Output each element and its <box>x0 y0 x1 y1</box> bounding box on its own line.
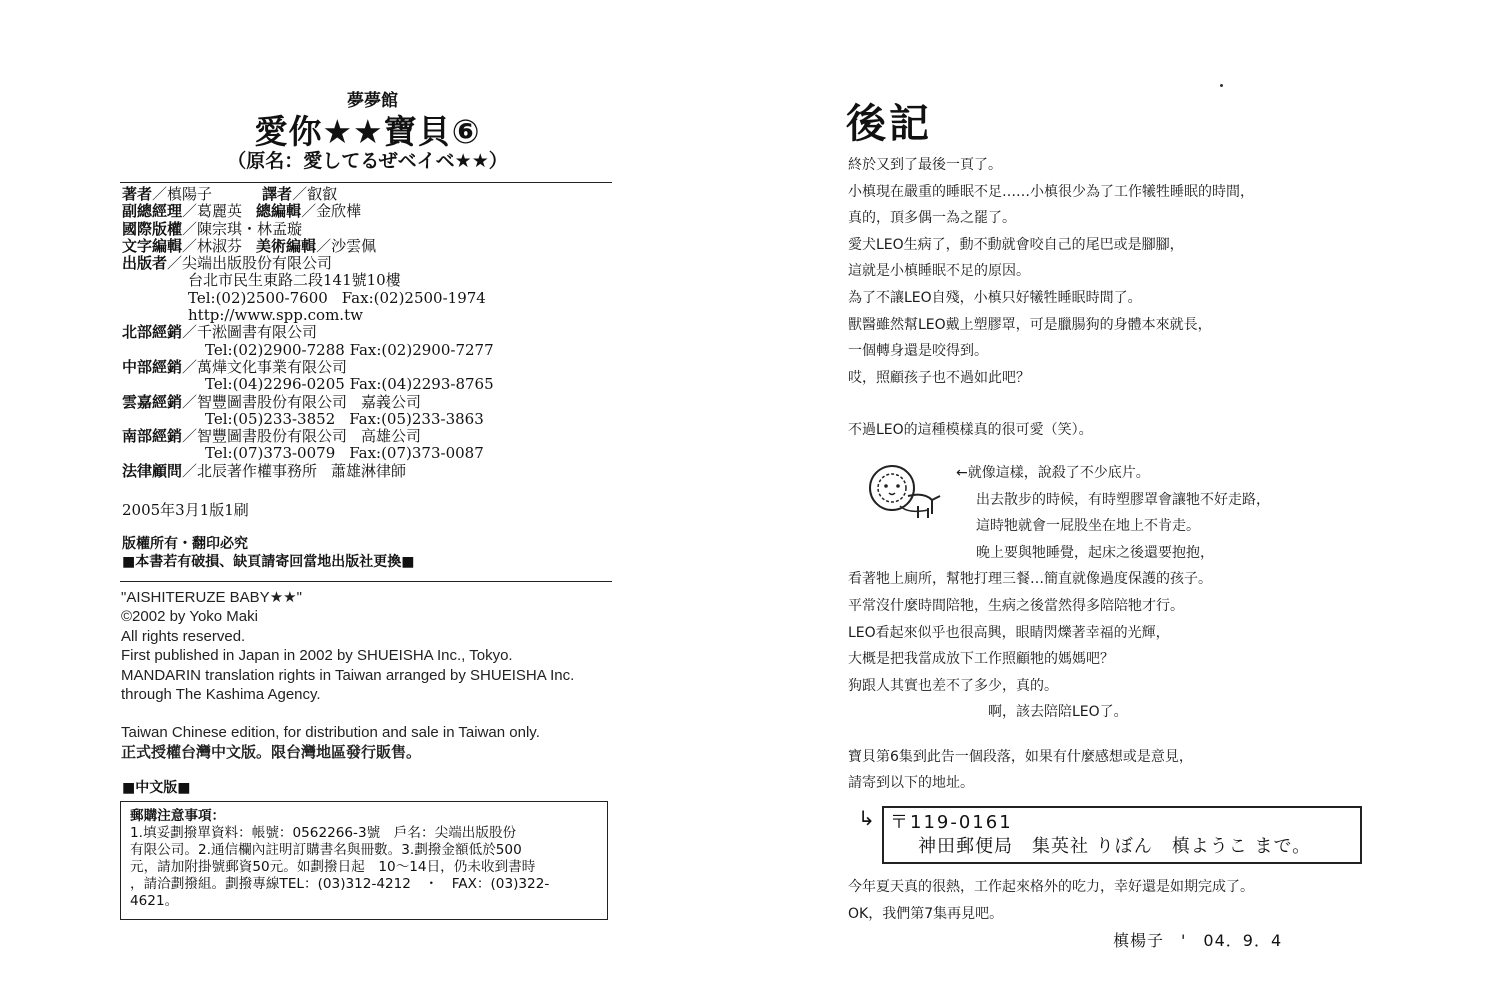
credit-line: 雲嘉經銷／智豐圖書股份有限公司 嘉義公司 <box>122 392 422 411</box>
credit-line: 副總經理／葛麗英 總編輯／金欣樺 <box>122 202 362 221</box>
chinese-edition-label: ■中文版■ <box>122 780 191 796</box>
english-line: First published in Japan in 2002 by SHUEISHA Inc., Tokyo. <box>121 647 513 665</box>
rights-line: ■本書若有破損、缺頁請寄回當地出版社更換■ <box>122 554 415 570</box>
mail-order-line: 1.填妥劃撥單資料：帳號：0562266-3號 戶名：尖端出版股份 <box>130 825 517 841</box>
text-line: 真的，頂多偶一為之罷了。 <box>848 210 1016 227</box>
original-title: （原名：愛してるぜベイベ★★） <box>227 150 508 172</box>
credit-line: 國際版權／陳宗琪・林孟璇 <box>122 219 303 238</box>
english-line: ©2002 by Yoko Maki <box>121 608 258 626</box>
mail-order-heading: 郵購注意事項： <box>130 808 226 824</box>
text-line: 大概是把我當成放下工作照顧牠的媽媽吧？ <box>848 651 1114 668</box>
speck <box>1220 84 1223 87</box>
credit-line: 中部經銷／萬燁文化事業有限公司 <box>122 357 348 376</box>
spacer <box>121 704 574 723</box>
text-line: 今年夏天真的很熱，工作起來格外的吃力，幸好還是如期完成了。 <box>848 879 1254 895</box>
signature: 槙楊子 ' 04．9．4 <box>1113 931 1283 950</box>
english-line: "AISHITERUZE BABY★★" <box>121 589 302 606</box>
english-line: through The Kashima Agency. <box>121 686 321 704</box>
mail-order-line: 4621。 <box>130 893 179 909</box>
text-line: 終於又到了最後一頁了。 <box>848 157 1002 173</box>
mail-order-box <box>120 801 608 920</box>
credit-line: 出版者／尖端出版股份有限公司 <box>122 254 333 273</box>
text-line: 獸醫雖然幫LEO戴上塑膠罩，可是臘腸狗的身體本來就長， <box>848 316 1212 333</box>
divider <box>120 182 612 183</box>
text-line: 為了不讓LEO自殘，小槙只好犧牲睡眠時間了。 <box>848 289 1142 306</box>
closing-text <box>848 874 1254 927</box>
publisher-contact: Tel:(02)2500-7600 Fax:(02)2500-1974 <box>188 288 486 307</box>
postal-code: 〒119-0161 <box>890 812 1013 833</box>
authorized-line: 正式授權台灣中文版。限台灣地區發行販售。 <box>121 742 422 761</box>
text-line: 愛犬LEO生病了，動不動就會咬自己的尾巴或是腳腳， <box>848 236 1184 253</box>
book-title: 愛你★★寶貝⑥ <box>254 112 481 151</box>
rights-line: 版權所有・翻印必究 <box>122 536 248 552</box>
text-line: 啊，該去陪陪LEO了。 <box>988 704 1128 721</box>
address-arrow-icon: ↳ <box>858 806 875 830</box>
text-line: 看著牠上廁所，幫牠打理三餐…簡直就像過度保護的孩子。 <box>848 571 1212 588</box>
text-line: 出去散步的時候，有時塑膠罩會讓牠不好走路， <box>976 491 1270 508</box>
credit-line: 南部經銷／智豐圖書股份有限公司 高雄公司 <box>122 427 422 446</box>
english-copyright <box>121 588 574 762</box>
text-line: 這時牠就會一屁股坐在地上不肯走。 <box>976 518 1200 535</box>
text-line: 小槙現在嚴重的睡眠不足……小槙很少為了工作犧牲睡眠的時間， <box>848 183 1254 200</box>
credit-line: 北部經銷／千淞圖書有限公司 <box>122 323 318 342</box>
imprint-name: 夢夢館 <box>347 91 398 111</box>
distributor-contact: Tel:(02)2900-7288 Fax:(02)2900-7277 <box>205 340 494 359</box>
mail-order-line: 有限公司。2.通信欄內註明訂購書名與冊數。3.劃撥金額低於500 <box>130 842 522 858</box>
text-line: 一個轉身還是咬得到。 <box>848 343 988 360</box>
text-line: LEO看起來似乎也很高興，眼睛閃爍著幸福的光輝， <box>848 624 1170 641</box>
mail-order-line: 元，請加附掛號郵資50元。如劃撥日起 10～14日，仍未收到書時 <box>130 859 536 875</box>
text-line: 不過LEO的這種模樣真的很可愛（笑）。 <box>848 422 1093 439</box>
mail-order-line: ，請洽劃撥組。劃撥專線TEL：(03)312-4212 ・ FAX：(03)322- <box>130 876 550 892</box>
edition-date: 2005年3月1版1刷 <box>122 501 249 519</box>
english-line: Taiwan Chinese edition, for distribution and sale in Taiwan only. <box>121 724 540 742</box>
distributor-contact: Tel:(07)373-0079 Fax:(07)373-0087 <box>205 444 484 463</box>
text-line: 平常沒什麼時間陪牠，生病之後當然得多陪陪牠才行。 <box>848 597 1184 614</box>
text-line: 晚上要與牠睡覺，起床之後還要抱抱， <box>976 544 1214 561</box>
distributor-contact: Tel:(04)2296-0205 Fax:(04)2293-8765 <box>205 375 494 394</box>
rights-notice <box>122 535 414 571</box>
credit-line: 文字編輯／林淑芬 美術編輯／沙雲佩 <box>122 236 377 255</box>
text-line: ←就像這樣，說殺了不少底片。 <box>956 464 1150 481</box>
text-line: 哎，照顧孩子也不過如此吧？ <box>848 369 1030 386</box>
divider <box>120 581 612 582</box>
credit-line: 著者／槙陽子 譯者／叡叡 <box>122 185 338 203</box>
text-line: OK，我們第7集再見吧。 <box>848 905 1004 922</box>
publisher-address: 台北市民生東路二段141號10樓 <box>188 271 401 290</box>
credits-block <box>122 186 622 480</box>
english-line: MANDARIN translation rights in Taiwan arranged by SHUEISHA Inc. <box>121 666 575 684</box>
credit-line: 法律顧問／北辰著作權事務所 蕭雄淋律師 <box>122 461 407 480</box>
dog-with-cone-icon <box>858 462 944 526</box>
text-line: 狗跟人其實也差不了多少，真的。 <box>848 677 1058 694</box>
text-line: 請寄到以下的地址。 <box>848 775 974 792</box>
publisher-url: http://www.spp.com.tw <box>188 306 363 325</box>
mailing-address: 神田郵便局 集英社 りぼん 槙ようこ まで。 <box>918 836 1312 857</box>
distributor-contact: Tel:(05)233-3852 Fax:(05)233-3863 <box>205 409 484 428</box>
text-line: 這就是小槙睡眠不足的原因。 <box>848 263 1030 280</box>
english-line: All rights reserved. <box>121 627 246 645</box>
text-line: 寶貝第6集到此告一個段落，如果有什麼感想或是意見， <box>848 748 1193 765</box>
afterword-heading: 後記 <box>846 101 932 147</box>
